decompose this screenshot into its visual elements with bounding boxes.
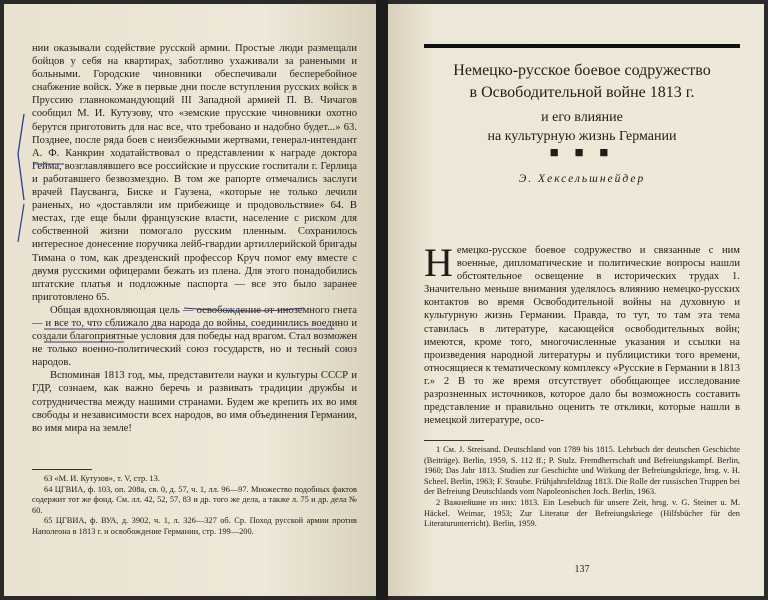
left-paragraph-3: Вспоминая 1813 год, мы, представители науки и культуры СССР и ГДР, сознаем, как важно беречь и развивать традиции дружбы и сотрудничества между нашими странами. Будем же крепить их во имя свободы и независимости всех народов, во имя объединения Германии, во имя мира на земле!	[32, 370, 357, 434]
book-gutter	[376, 0, 388, 600]
footnote-1: 1 См. J. Streisand. Deutschland von 1789 bis 1815. Lehrbuch der deutschen Geschichte (Beiträge). Berlin, 1959, S. 112 ff.; P. Stulz. Fremdherrschaft und Befreiungskampf. Berlin, 1960; Das Jahr 1813. Studien zur Geschichte und Wirkung der Befreiungskriege, hrsg. v. H. Scheel. Berlin, 1963; F. Straube. Frühjahrsfeldzug 1813. Die Rolle der russischen Truppen bei der Befreiung Deutschlands vom Napoleonischen Joch. Berlin, 1963.	[424, 445, 740, 497]
chapter-title-line-1: Немецко-русское боевое содружество	[453, 62, 711, 79]
right-footnotes	[424, 445, 740, 530]
left-paragraph-1: нии оказывали содействие русской армии. Простые люди размещали бойцов у себя на квартирах, заботливо ухаживали за ранеными и больными. Городские чиновники обеспечивали бесперебойное снабжение войск. Уже в первые дни после вступления русских войск в Пруссию главнокомандующий III Западной армией П. В. Чичагов сообщил М. И. Кутузову, что «земские прусские чиновники охотно берутся приготовить для нас все, что требовано и надобно будет...» 63. Позднее, после ряда боев с неизбежными жертвами, генерал-интендант А. Ф. Канкрин ходатайствовал о представлении к награде доктора Гейма, возглавлявшего все российские и прусские госпитали г. Герлица и работавшего безвозмездно. В том же рапорте отмечались заслуги врачей Паусванга, Биске и Гаузена, «которые не только лечили раненых, но «доставляли им прибежище и продовольствие» 64. В местах, где еще были французские власти, население с риском для собственной жизни помогало русским пленным. Сохранилось интересное донесение поручика лейб-гвардии артиллерийской бригады Тимана о том, как дрезденский профессор Круч помог ему вместе с двумя русскими офицерами бежать из плена. Для этого понадобились штатские платья и подложные паспорта — все это было заранее приготовлено 65.	[32, 43, 357, 303]
footnote-64: 64 ЦГВИА, ф. 103, оп. 208а, св. 0, д. 57, ч. 1, лл. 96—97. Множество подобных фактов содержит тот же фонд. См. лл. 42, 52, 57, 83 и др. того же дела, а также л. 75 и др. дела № 60.	[32, 484, 357, 515]
left-footnotes	[32, 474, 357, 538]
chapter-title-line-2: в Освободительной войне 1813 г.	[469, 84, 695, 101]
chapter-subtitle	[424, 108, 740, 146]
chapter-title	[424, 60, 740, 104]
right-footnote-rule	[424, 440, 484, 441]
page-number: 137	[574, 564, 590, 575]
left-body-text	[32, 42, 357, 435]
ornament-dots: ■ ■ ■	[549, 145, 615, 161]
right-paragraph-1: емецко-русское боевое содружество и связанные с ним военные, дипломатические и политические вопросы нашли обстоятельное освещение в исторических трудах 1. Значительно меньше внимания уделялось влиянию немецко-русских контактов во время Освободительной войны на духовную и культурную жизнь Германии. Правда, то тут, то там эта тема ставилась в литературе, касающейся освободительных войн; имеются, кроме того, многочисленные указания и ссылки на произведения народной литературы и публицистики того времени, относящиеся к тематическому комплексу «Русские в Германии в 1813 г.» 2 В то же время отсутствует обобщающее исследование разрозненных источников, которое дало бы возможность составить представление и правильно оценить те отклики, которые нашли в немецкой литературе, осо-	[424, 245, 740, 427]
chapter-top-rule	[424, 44, 740, 48]
left-paragraph-2: Общая вдохновляющая цель — освобождение от иноземного гнета — и все то, что сближало два народа до войны, соединились воедино и создали благоприятные условия для победы над врагом. Стал возможен не только военно-политический союз государств, но и тесный союз народов.	[32, 304, 357, 369]
left-footnote-rule	[32, 469, 92, 470]
chapter-subtitle-line-1: и его влияние	[541, 110, 623, 125]
author-name: Э. Хексельшнейдер	[518, 173, 646, 185]
right-body-text	[424, 240, 740, 427]
drop-cap: Н	[424, 240, 453, 285]
left-page	[4, 4, 376, 596]
footnote-63: 63 «М. И. Кутузов», т. V, стр. 13.	[44, 474, 160, 483]
footnote-2: 2 Важнейшие из них: 1813. Ein Lesebuch für unsere Zeit, hrsg. v. G. Steiner u. M. Häckel. Weimar, 1953; Zur Literatur der Befreiungskriege (Hilfsbücher für den Literaturunterricht). Berlin, 1959.	[424, 497, 740, 529]
chapter-subtitle-line-2: на культурную жизнь Германии	[487, 129, 677, 144]
footnote-65: 65 ЦГВИА, ф. ВУА, д. 3902, ч. 1, л. 326—327 об. Ср. Поход русской армии против Наполеона в 1813 г. и освобождение Германии, стр. 199—200.	[32, 516, 357, 536]
right-page	[388, 4, 764, 596]
